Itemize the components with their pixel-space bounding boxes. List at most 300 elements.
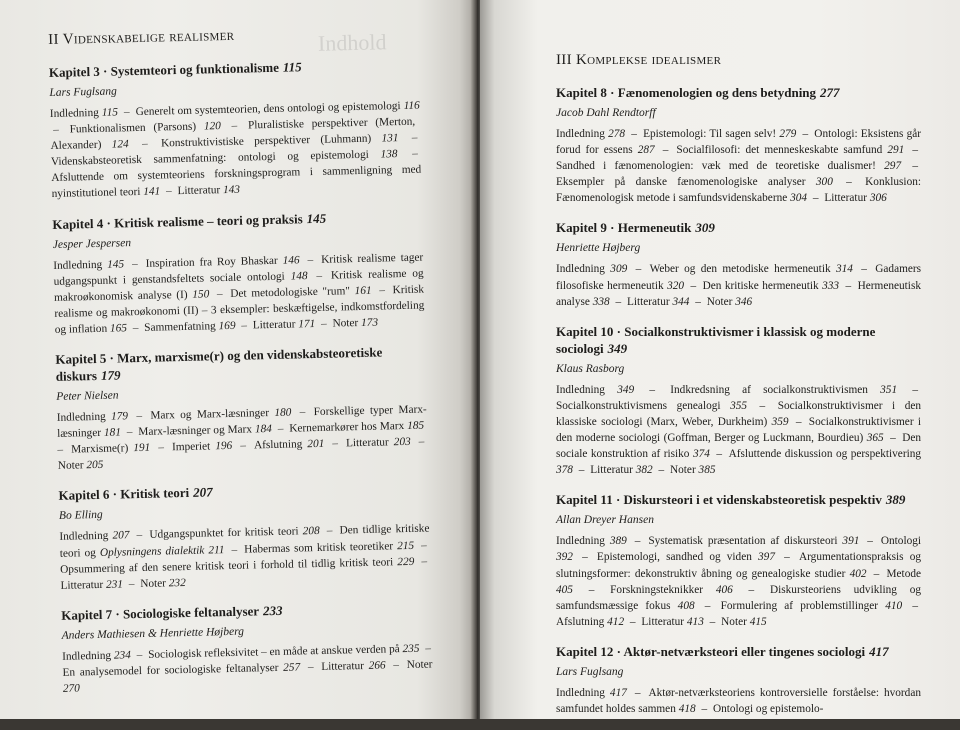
- section-entry: [230, 284, 372, 299]
- section-page-number: 359: [771, 415, 789, 428]
- section-page-number: 333: [822, 279, 840, 292]
- section-entry: [627, 296, 689, 308]
- section-separator: –: [413, 435, 425, 449]
- section-page-number: 201: [307, 438, 325, 451]
- chapter-author: Jacob Dahl Rendtorff: [556, 107, 656, 119]
- section-entry: [650, 263, 853, 275]
- chapter-title: Kapitel 3 · Systemteori og funktionalisme: [48, 59, 280, 80]
- chapter-author: Bo Elling: [58, 509, 103, 523]
- chapter-entry: [61, 598, 433, 697]
- section-entry: [321, 659, 386, 672]
- section-page-number: 145: [107, 257, 125, 271]
- section-page-number: 257: [283, 661, 301, 674]
- section-entry: [346, 436, 411, 449]
- section-page-number: 211: [208, 543, 225, 556]
- section-page-number: 402: [849, 567, 867, 580]
- section-separator: –: [235, 439, 252, 453]
- chapter-author: Jesper Jespersen: [52, 236, 132, 251]
- section-page-number: 314: [835, 263, 853, 276]
- section-entry: [676, 144, 904, 156]
- section-separator: –: [131, 137, 159, 151]
- section-list: [62, 640, 433, 697]
- section-page-number: 278: [608, 128, 626, 140]
- section-separator: –: [125, 577, 138, 591]
- section-separator: –: [400, 147, 418, 161]
- chapter-entry: [49, 56, 422, 203]
- section-page-number: 378: [556, 464, 573, 477]
- section-separator: –: [129, 321, 142, 335]
- chapter-heading: [556, 84, 921, 101]
- section-title: Socialkonstruktivismens genealogi: [556, 399, 721, 412]
- section-separator: –: [130, 409, 148, 423]
- section-separator: –: [900, 383, 918, 396]
- section-title: Opsummering af den senere kritisk teori i forhold til tidlig kritisk teori: [60, 555, 394, 576]
- chapter-entry: [556, 323, 921, 479]
- section-entry: [161, 132, 399, 149]
- section-title: Konstruktivistiske perspektiver (Luhmann): [160, 132, 372, 150]
- section-entry: [58, 459, 104, 472]
- section-page-number: 344: [672, 295, 690, 308]
- section-page-number: 150: [192, 288, 210, 301]
- section-page-number: 385: [698, 464, 716, 477]
- section-page-number: 185: [407, 419, 425, 433]
- section-page-number: 320: [667, 279, 685, 292]
- section-separator: –: [318, 317, 330, 330]
- part-title-left: [48, 24, 418, 49]
- section-entry: [289, 420, 424, 435]
- section-title: Den sociale konstruktion af risiko: [556, 432, 922, 461]
- section-separator: –: [835, 176, 863, 189]
- section-title: Indkredsning af socialkonstruktivismen: [670, 383, 868, 396]
- section-entry: [138, 423, 272, 438]
- chapter-title: Kapitel 12 · Aktør-netværksteori eller tingenes sociologi: [556, 643, 866, 659]
- section-page-number: 391: [842, 535, 860, 548]
- section-title: Indledning: [59, 530, 109, 544]
- part-roman: III: [556, 52, 572, 68]
- chapter-page-number: 207: [193, 484, 213, 501]
- chapter-entry: [556, 219, 921, 309]
- section-entry: [556, 400, 747, 412]
- section-page-number: 418: [678, 702, 696, 715]
- chapter-author: Henriette Højberg: [556, 242, 641, 255]
- section-separator: –: [322, 524, 337, 538]
- section-separator: –: [810, 192, 822, 205]
- section-entry: [135, 100, 419, 118]
- section-separator: –: [692, 295, 704, 308]
- section-separator: –: [53, 123, 67, 136]
- section-entry: [713, 703, 823, 715]
- section-separator: –: [223, 119, 246, 133]
- chapter-page-number: 233: [262, 602, 283, 619]
- section-entry: [140, 577, 186, 590]
- section-title: Kritisk realisme tager udgangspunkt i genstandsfeltets sociale ontologi: [53, 251, 424, 288]
- section-title: Sammenfatning: [144, 320, 216, 334]
- section-title: Socialkonstruktivismer i den klassiske sociologi (Marx, Weber, Durkheim): [556, 399, 922, 428]
- section-title: Litteratur: [252, 318, 296, 332]
- section-separator: –: [212, 287, 228, 301]
- section-page-number: 215: [396, 539, 415, 552]
- chapter-heading: [58, 479, 428, 504]
- part-name: Videnskabelige realismer: [62, 27, 235, 48]
- section-title: Socialfilosofi: det menneskeskabte samfund: [676, 144, 883, 157]
- section-separator: –: [310, 269, 329, 282]
- section-list: [53, 249, 425, 338]
- section-separator: –: [698, 702, 710, 715]
- section-page-number: 165: [109, 322, 128, 335]
- section-list: [556, 261, 921, 309]
- section-title: Marx-læsninger og Marx: [138, 423, 253, 439]
- section-entry: [254, 438, 325, 452]
- section-separator: –: [777, 551, 796, 564]
- section-page-number: 171: [298, 317, 316, 331]
- section-title: Epistemologi: Til sagen selv!: [643, 128, 777, 140]
- chapter-heading: [556, 219, 921, 236]
- section-title: Indledning: [53, 258, 103, 272]
- section-separator: –: [612, 295, 624, 308]
- section-entry: [53, 258, 124, 272]
- chapter-author: Allan Dreyer Hansen: [556, 514, 654, 527]
- section-title: Indledning: [556, 263, 605, 276]
- section-separator: –: [735, 583, 767, 596]
- section-title: Afslutning: [253, 438, 303, 452]
- section-separator: –: [153, 441, 170, 454]
- section-entry: [177, 184, 240, 197]
- section-separator: –: [422, 642, 432, 655]
- section-separator: –: [862, 535, 878, 548]
- section-list: [556, 685, 921, 717]
- section-page-number: 279: [779, 128, 797, 140]
- section-title: Noter: [669, 464, 696, 477]
- section-list: [59, 521, 430, 594]
- section-page-number: 138: [380, 148, 398, 161]
- section-title: Eksempler på danske fænomenologiske analyser: [556, 176, 806, 189]
- section-list: [556, 126, 921, 206]
- chapter-page-number: 115: [282, 59, 302, 75]
- section-title: Ontologi og epistemolo-: [712, 702, 824, 715]
- chapter-page-number: 277: [820, 85, 840, 100]
- section-entry: [62, 661, 300, 678]
- section-title: Argumentationspraksis og slutningsformer: dekonstruktiv åbning og genealogiske studier: [556, 551, 921, 580]
- section-title: Noter: [406, 658, 433, 671]
- chapter-entry: [52, 207, 425, 338]
- section-title: Indledning: [56, 410, 106, 424]
- section-separator: –: [416, 539, 427, 552]
- section-title: Litteratur: [824, 192, 867, 205]
- section-separator: –: [126, 257, 143, 270]
- section-entry: [590, 464, 652, 476]
- section-title: Habermas som kritisk teoretiker: [244, 539, 394, 556]
- section-title: Systematisk præsentation af diskursteori: [648, 535, 838, 548]
- section-title: Indledning: [556, 686, 605, 699]
- section-entry: [556, 263, 627, 275]
- section-title: Inspiration fra Roy Bhaskar: [145, 254, 278, 270]
- section-list: [556, 533, 921, 630]
- section-title: Udgangspunktet for kritisk teori: [149, 525, 299, 542]
- section-page-number: 306: [869, 192, 887, 205]
- section-title: Hermeneutisk analyse: [556, 279, 921, 308]
- chapter-list-right: [556, 84, 921, 717]
- section-page-number: 169: [218, 319, 236, 333]
- section-separator: –: [238, 319, 250, 332]
- section-title: Sandhed i fænomenologien: væk med de teoretiske dualismer!: [556, 160, 876, 173]
- section-entry: [144, 320, 236, 334]
- section-title: Afslutning: [556, 615, 605, 628]
- section-page-number: 287: [637, 144, 655, 157]
- chapter-heading: [556, 643, 921, 660]
- section-page-number: 392: [556, 551, 573, 564]
- section-page-number: 266: [368, 659, 386, 672]
- section-title: Forskellige typer Marx-læsninger: [56, 403, 427, 441]
- chapter-author: Peter Nielsen: [56, 389, 119, 403]
- section-title: Indledning: [62, 649, 112, 663]
- section-page-number: 397: [758, 551, 775, 564]
- section-page-number: 297: [884, 160, 902, 173]
- section-page-number: 173: [360, 316, 379, 329]
- chapter-author: Lars Fuglsang: [49, 85, 117, 99]
- section-title: Litteratur: [321, 659, 365, 673]
- section-page-number: 412: [607, 615, 625, 628]
- part-name: Komplekse idealismer: [575, 52, 722, 68]
- section-page-number: 232: [168, 576, 186, 590]
- section-page-number: 116: [403, 99, 420, 112]
- section-separator: –: [628, 128, 641, 140]
- section-page-number: 291: [887, 144, 905, 157]
- section-page-number: 231: [105, 578, 124, 591]
- section-separator: –: [575, 464, 588, 477]
- section-page-number: 365: [866, 432, 884, 445]
- section-entry: [150, 407, 291, 422]
- section-page-number: 300: [815, 176, 833, 189]
- section-title: En analysemodel for sociologiske feltanalyser: [62, 661, 279, 679]
- chapter-heading: [52, 207, 422, 232]
- section-title: Marxisme(r): [71, 442, 129, 456]
- section-page-number: 131: [381, 132, 399, 145]
- section-entry: [148, 643, 420, 661]
- section-page-number: 208: [302, 525, 320, 538]
- section-title: Indledning: [49, 106, 99, 120]
- section-entry: [59, 530, 129, 544]
- section-entry: [707, 296, 753, 308]
- section-separator: –: [842, 279, 855, 292]
- section-entry: [648, 535, 859, 547]
- section-title: Pluralistiske perspektiver (Merton, Alexander): [50, 115, 416, 153]
- section-separator: –: [706, 615, 719, 628]
- section-page-number: 161: [354, 284, 372, 297]
- section-entry: [703, 280, 839, 292]
- section-entry: [253, 318, 316, 331]
- section-list: [50, 98, 422, 203]
- section-title: Noter: [140, 577, 167, 590]
- section-entry: [60, 578, 123, 591]
- section-title: Litteratur: [345, 436, 389, 450]
- chapter-title: Kapitel 11 · Diskursteori i et videnskabsteoretisk pespektiv: [556, 492, 882, 508]
- section-separator: –: [274, 422, 287, 436]
- section-separator: –: [417, 555, 428, 568]
- chapter-title: Kapitel 10 · Socialkonstruktivismer i klassisk og moderne sociologi: [556, 323, 876, 356]
- section-entry: [556, 160, 901, 172]
- section-page-number: 417: [609, 686, 627, 699]
- section-separator: –: [869, 567, 884, 580]
- chapter-heading: [49, 56, 419, 81]
- section-page-number: 146: [282, 253, 300, 267]
- section-page-number: 415: [749, 615, 767, 628]
- section-page-number: 304: [790, 192, 808, 205]
- section-title: Videnskabsteoretisk sammenfatning: ontologi og epistemologi: [50, 149, 369, 169]
- section-title: Gadamers filosofiske hermeneutik: [556, 263, 922, 292]
- chapter-heading: [556, 323, 921, 357]
- section-separator: –: [374, 284, 390, 297]
- section-title: Forskningsteknikker: [610, 583, 704, 596]
- section-entry: [597, 551, 775, 563]
- section-page-number: 196: [215, 440, 233, 453]
- section-page-number: 405: [556, 583, 573, 596]
- section-separator: –: [133, 648, 146, 661]
- section-page-number: 351: [880, 383, 898, 396]
- section-page-number: 235: [402, 642, 420, 655]
- chapter-title: Kapitel 4 · Kritisk realisme – teori og praksis: [52, 210, 303, 232]
- section-separator: –: [629, 535, 646, 548]
- section-page-number: 120: [203, 120, 221, 133]
- section-page-number: 413: [686, 615, 704, 628]
- chapter-entry: [58, 479, 430, 594]
- chapter-entry: [55, 343, 428, 475]
- chapter-title: Kapitel 9 · Hermeneutik: [556, 220, 692, 236]
- section-page-number: 229: [397, 555, 415, 568]
- section-page-number: 309: [610, 263, 628, 276]
- section-entry: [172, 440, 233, 453]
- part-roman: II: [48, 31, 59, 48]
- section-page-number: 184: [254, 423, 273, 436]
- chapter-entry: [556, 84, 921, 206]
- section-entry: [721, 600, 903, 612]
- section-entry: [643, 128, 796, 140]
- section-page-number: 355: [730, 399, 748, 412]
- section-separator: –: [655, 464, 667, 477]
- section-separator: –: [575, 551, 594, 564]
- section-entry: [610, 584, 733, 596]
- section-title: Indledning: [556, 383, 605, 396]
- section-separator: –: [123, 426, 136, 439]
- chapter-page-number: 145: [306, 210, 327, 226]
- section-separator: –: [697, 599, 718, 612]
- section-title-italic: Oplysningens dialektik: [99, 544, 205, 559]
- section-separator: –: [905, 599, 918, 612]
- section-entry: [670, 464, 716, 476]
- section-entry: [556, 616, 624, 628]
- section-title: Kritisk realisme og makroøkonomi (II) – 3 eksempler: beskæftigelse, indkomstfordeling og inflation: [54, 283, 425, 336]
- chapter-title: Kapitel 6 · Kritisk teori: [58, 485, 190, 504]
- section-title: Litteratur: [641, 615, 685, 628]
- section-entry: [244, 539, 414, 555]
- section-page-number: 148: [290, 269, 308, 283]
- section-title: Funktionalismen (Parsons): [69, 120, 197, 136]
- section-title: Den kritiske hermeneutik: [702, 279, 819, 292]
- section-title: Indledning: [556, 535, 605, 548]
- section-entry: [71, 442, 150, 456]
- section-list: [556, 382, 921, 479]
- section-title: Kernemarkører hos Marx: [289, 420, 405, 435]
- section-entry: [670, 384, 897, 396]
- section-title: Noter: [332, 316, 359, 330]
- section-entry: [332, 317, 378, 330]
- section-page-number: 234: [113, 649, 132, 662]
- section-title: Det metodologiske "rum": [230, 284, 351, 300]
- section-title: Marx og Marx-læsninger: [150, 407, 270, 422]
- section-entry: [824, 192, 886, 204]
- chapter-list-left: [49, 56, 433, 697]
- section-title: Noter: [721, 615, 747, 628]
- section-separator: –: [294, 406, 311, 419]
- section-separator: –: [303, 660, 319, 674]
- section-page-number: 180: [274, 406, 292, 419]
- section-title: Litteratur: [626, 295, 670, 308]
- section-separator: –: [791, 415, 806, 428]
- section-title: Metode: [886, 567, 922, 580]
- chapter-author: Anders Mathiesen & Henriette Højberg: [61, 625, 245, 642]
- section-title: Afsluttende om systemteoriens forskningsprogram i sammenligning med nyinstitutionel teori: [51, 163, 422, 201]
- section-title: Den tidlige kritiske teori og Oplysningens dialektik: [59, 522, 430, 560]
- section-separator: –: [799, 128, 812, 140]
- section-title: Afsluttende diskussion og perspektivering: [728, 448, 922, 461]
- section-separator: –: [132, 529, 147, 542]
- chapter-title: Kapitel 7 · Sociologiske feltanalyser: [61, 603, 260, 623]
- section-entry: [145, 254, 299, 269]
- section-page-number: 141: [143, 185, 161, 199]
- section-title: Imperiet: [171, 440, 211, 454]
- section-entry: [57, 410, 129, 424]
- section-title: Diskursteoriens udvikling og samfundsmæssige fokus: [556, 583, 922, 612]
- chapter-heading: [55, 343, 426, 385]
- left-page: [0, 0, 474, 719]
- chapter-heading: [556, 491, 921, 508]
- section-title: Sociologisk refleksivitet – en måde at anskue verden på: [148, 642, 400, 661]
- section-entry: [50, 106, 118, 120]
- right-page-content: [556, 52, 921, 730]
- section-entry: [556, 176, 833, 188]
- section-separator: –: [388, 658, 404, 672]
- section-title: Konklusion: Fænomenologisk metode i samfundsvidenskaberne: [556, 176, 922, 205]
- section-title: Weber og den metodiske hermeneutik: [649, 263, 831, 276]
- section-title: Litteratur: [590, 464, 633, 477]
- section-entry: [556, 384, 634, 396]
- chapter-title: Kapitel 5 · Marx, marxisme(r) og den videnskabsteoretiske diskurs: [55, 344, 383, 384]
- section-separator: –: [750, 399, 775, 412]
- section-page-number: 191: [133, 442, 151, 455]
- chapter-page-number: 417: [869, 643, 889, 659]
- section-separator: –: [120, 106, 133, 119]
- section-page-number: 203: [393, 436, 411, 449]
- section-page-number: 408: [677, 599, 695, 612]
- left-page-content: [48, 24, 433, 710]
- section-separator: –: [302, 253, 319, 266]
- section-entry: [556, 687, 627, 699]
- section-separator: –: [712, 448, 726, 461]
- section-separator: –: [627, 615, 639, 628]
- section-page-number: 346: [735, 295, 753, 308]
- section-separator: –: [637, 383, 668, 396]
- section-title: Ontologi: Eksistens går forud for essens: [556, 128, 922, 157]
- section-separator: –: [57, 443, 69, 457]
- section-entry: [721, 616, 767, 628]
- section-entry: [70, 120, 221, 135]
- section-entry: [556, 535, 627, 547]
- section-page-number: 143: [222, 184, 241, 197]
- section-separator: –: [401, 131, 418, 145]
- section-title: Litteratur: [177, 184, 221, 198]
- section-separator: –: [630, 263, 647, 276]
- section-entry: [62, 649, 131, 663]
- section-separator: –: [629, 686, 646, 699]
